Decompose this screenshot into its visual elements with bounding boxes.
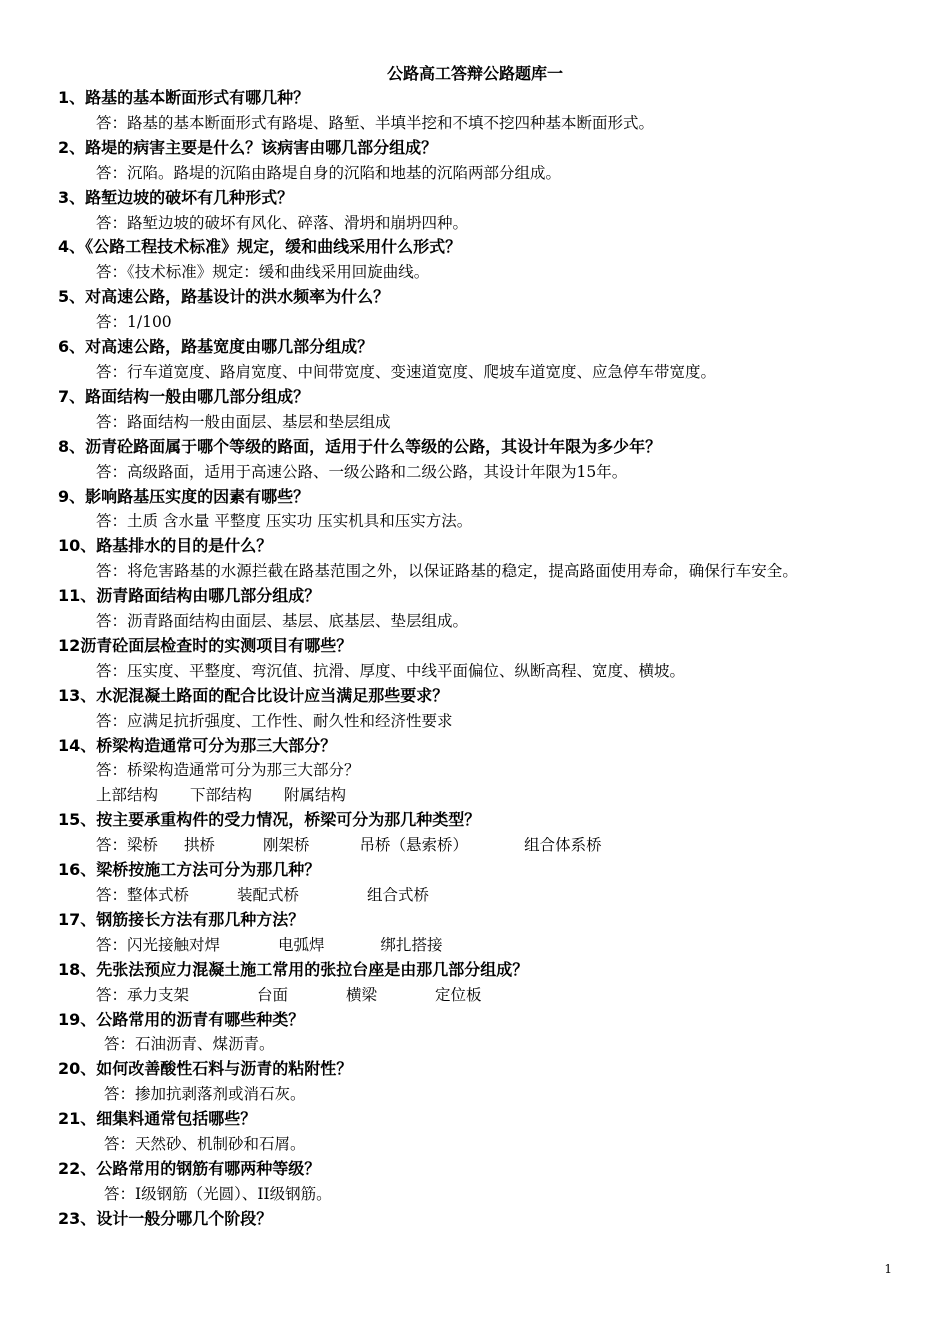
answer-16 xyxy=(58,883,898,908)
answer-18-part-1: 答：承力支架 xyxy=(96,985,190,1004)
answer-18 xyxy=(58,983,898,1008)
question-13: 13、水泥混凝土路面的配合比设计应当满足那些要求？ xyxy=(58,685,449,705)
question-11: 11、沥青路面结构由哪几部分组成？ xyxy=(58,586,321,606)
page-number: 1 xyxy=(884,1262,892,1276)
question-23: 23、设计一般分哪几个阶段？ xyxy=(58,1208,273,1228)
answer-3: 答：路堑边坡的破坏有风化、碎落、滑坍和崩坍四种。 xyxy=(96,213,469,232)
question-2: 2、路堤的病害主要是什么？该病害由哪几部分组成？ xyxy=(58,137,438,157)
answer-15-part-3: 刚架桥 xyxy=(263,836,310,855)
question-10: 10、路基排水的目的是什么？ xyxy=(58,536,273,556)
answer-18-part-3: 横梁 xyxy=(346,985,378,1004)
answer-1: 答：路基的基本断面形式有路堤、路堑、半填半挖和不填不挖四种基本断面形式。 xyxy=(96,113,655,132)
answer-6: 答：行车道宽度、路肩宽度、中间带宽度、变速道宽度、爬坡车道宽度、应急停车带宽度。 xyxy=(96,362,717,381)
answer-5: 答：1/100 xyxy=(96,313,172,332)
answer-21: 答：天然砂、机制砂和石屑。 xyxy=(104,1135,306,1154)
answer-18-part-4: 定位板 xyxy=(435,985,482,1004)
question-4: 4、《公路工程技术标准》规定，缓和曲线采用什么形式？ xyxy=(58,237,462,257)
question-1: 1、路基的基本断面形式有哪几种？ xyxy=(58,88,310,107)
answer-8: 答：高级路面，适用于高速公路、一级公路和二级公路，其设计年限为15年。 xyxy=(96,462,628,481)
question-6: 6、对高速公路，路基宽度由哪几部分组成？ xyxy=(58,337,374,357)
question-16: 16、梁桥按施工方法可分为那几种？ xyxy=(58,860,321,880)
answer-15-part-4: 吊桥（悬索桥） xyxy=(359,836,469,855)
answer-17-part-1: 答：闪光接触对焊 xyxy=(96,935,221,954)
question-17: 17、钢筋接长方法有那几种方法？ xyxy=(58,909,305,929)
question-19: 19、公路常用的沥青有哪些种类？ xyxy=(58,1009,305,1029)
answer-14-part-1: 上部结构 xyxy=(96,786,159,805)
answer-14-part-3: 附属结构 xyxy=(284,786,347,805)
question-20: 20、如何改善酸性石料与沥青的粘附性？ xyxy=(58,1059,353,1079)
question-5: 5、对高速公路，路基设计的洪水频率为什么？ xyxy=(58,287,390,307)
answer-17-part-2: 电弧焊 xyxy=(278,935,325,954)
answer-15-part-5: 组合体系桥 xyxy=(524,836,602,855)
answer-2: 答：沉陷。路堤的沉陷由路堤自身的沉陷和地基的沉陷两部分组成。 xyxy=(96,163,562,182)
question-12: 12沥青砼面层检查时的实测项目有哪些？ xyxy=(58,635,353,655)
qa-list xyxy=(58,86,898,1232)
answer-17 xyxy=(58,933,898,958)
answer-16-part-3: 组合式桥 xyxy=(367,886,430,904)
answer-12: 答：压实度、平整度、弯沉值、抗滑、厚度、中线平面偏位、纵断高程、宽度、横坡。 xyxy=(96,661,686,680)
answer-10: 答：将危害路基的水源拦截在路基范围之外，以保证路基的稳定，提高路面使用寿命，确保行车安全。 xyxy=(96,562,799,581)
answer-7: 答：路面结构一般由面层、基层和垫层组成 xyxy=(96,412,391,431)
answer-14-part-2: 下部结构 xyxy=(190,786,253,805)
answer-14: 答：桥梁构造通常可分为那三大部分？ xyxy=(96,761,360,780)
answer-4: 答：《技术标准》规定：缓和曲线采用回旋曲线。 xyxy=(96,263,430,282)
answer-17-part-3: 绑扎搭接 xyxy=(380,935,443,954)
answer-20: 答：掺加抗剥落剂或消石灰。 xyxy=(104,1085,306,1104)
document-title: 公路高工答辩公路题库一 xyxy=(386,64,563,83)
question-18: 18、先张法预应力混凝土施工常用的张拉台座是由那几部分组成？ xyxy=(58,959,529,979)
answer-15 xyxy=(58,833,898,858)
question-7: 7、路面结构一般由哪几部分组成？ xyxy=(58,386,310,406)
answer-9: 答：土质 含水量 平整度 压实功 压实机具和压实方法。 xyxy=(96,512,473,531)
question-15: 15、按主要承重构件的受力情况，桥梁可分为那几种类型？ xyxy=(58,810,481,830)
question-14: 14、桥梁构造通常可分为那三大部分？ xyxy=(58,735,337,755)
answer-16-part-1: 答：整体式桥 xyxy=(96,886,190,904)
question-9: 9、影响路基压实度的因素有哪些？ xyxy=(58,486,310,506)
answer-14-parts xyxy=(58,783,898,808)
answer-15-part-2: 拱桥 xyxy=(184,836,216,855)
answer-19: 答：石油沥青、煤沥青。 xyxy=(104,1035,275,1054)
answer-13: 答：应满足抗折强度、工作性、耐久性和经济性要求 xyxy=(96,711,453,730)
answer-22: 答：Ⅰ级钢筋（光圆）、II级钢筋。 xyxy=(104,1184,332,1203)
answer-16-part-2: 装配式桥 xyxy=(237,886,300,904)
answer-15-part-1: 答：梁桥 xyxy=(96,836,159,855)
question-3: 3、路堑边坡的破坏有几种形式？ xyxy=(58,187,294,207)
question-22: 22、公路常用的钢筋有哪两种等级？ xyxy=(58,1158,321,1178)
answer-11: 答：沥青路面结构由面层、基层、底基层、垫层组成。 xyxy=(96,612,469,631)
answer-18-part-2: 台面 xyxy=(257,985,289,1004)
question-8: 8、沥青砼路面属于哪个等级的路面，适用于什么等级的公路，其设计年限为多少年？ xyxy=(58,436,662,456)
question-21: 21、细集料通常包括哪些？ xyxy=(58,1109,257,1129)
